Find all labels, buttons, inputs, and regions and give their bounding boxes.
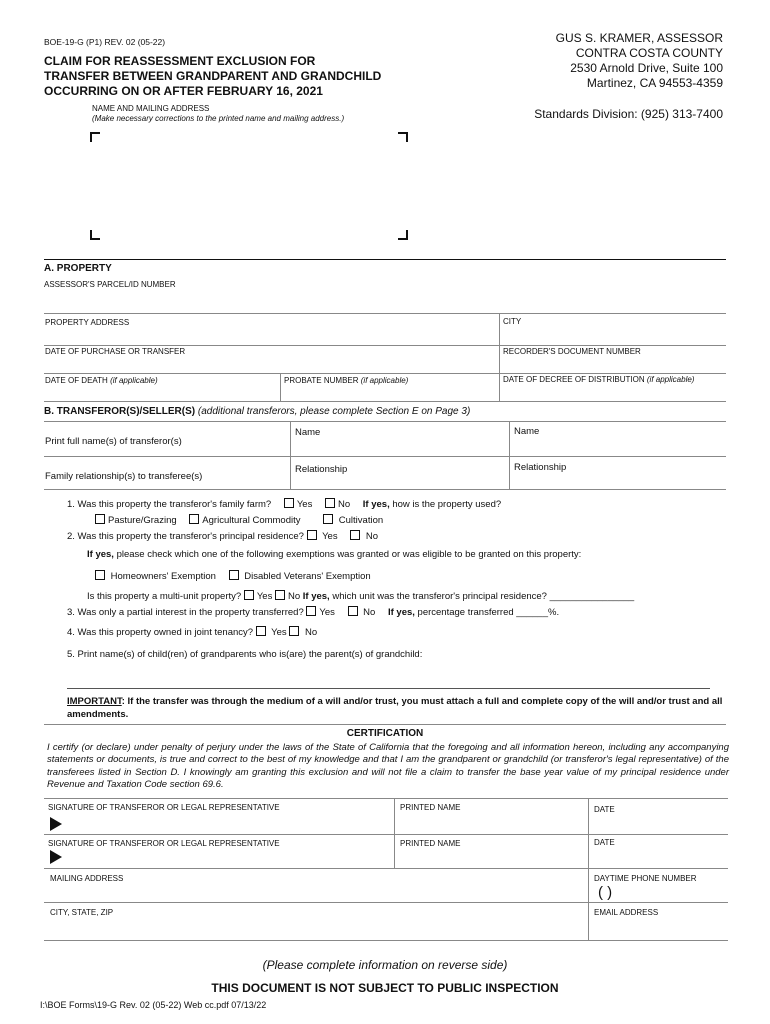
corner-top-right (398, 132, 408, 142)
names-rule (44, 456, 726, 457)
parcel-rule (44, 313, 726, 314)
mailing-address-label: MAILING ADDRESS (50, 874, 124, 883)
section-b-title (44, 406, 470, 417)
recorder-divider (499, 345, 500, 373)
date-1-label: DATE (594, 805, 615, 814)
corner-bottom-right (398, 230, 408, 240)
printed-name-2-label: PRINTED NAME (400, 839, 461, 848)
important-note (67, 696, 727, 721)
section-b-rule (44, 421, 726, 422)
mailing-top-rule (44, 868, 728, 869)
email-divider (588, 902, 589, 940)
q2-text: 2. Was this property the transferor's principal residence? (67, 531, 304, 542)
relationship-label-2: Relationship (514, 462, 567, 473)
q1-if-yes: If yes, (362, 499, 390, 510)
city-top-rule (44, 902, 728, 903)
printed1-divider (394, 798, 395, 868)
q2-follow (87, 549, 581, 560)
assessor-name: GUS S. KRAMER, ASSESSOR (555, 31, 723, 45)
q1-follow: how is the property used? (392, 499, 502, 510)
parcel-label: ASSESSOR'S PARCEL/ID NUMBER (44, 280, 176, 289)
q1-no-label: No (337, 499, 351, 510)
q1-use-options (95, 514, 383, 526)
q3-yes-label: Yes (319, 607, 335, 618)
relationship-label-1: Relationship (295, 464, 348, 475)
relationship-rule (44, 489, 726, 490)
reverse-side-note: (Please complete information on reverse side) (262, 958, 508, 972)
recorder-doc-label: RECORDER'S DOCUMENT NUMBER (503, 347, 641, 356)
section-b-note: (additional transferors, please complete Section E on Page 3) (197, 406, 471, 417)
homeowners-checkbox[interactable] (95, 570, 105, 580)
q4-text: 4. Was this property owned in joint tenancy? (67, 627, 254, 638)
q1-yes-label: Yes (296, 499, 313, 510)
disabled-vets-label: Disabled Veterans' Exemption (244, 571, 371, 582)
date-death-text: DATE OF DEATH (45, 376, 108, 385)
section-b-title-text: B. TRANSFEROR(S)/SELLER(S) (44, 406, 196, 417)
name-label-2: Name (514, 426, 540, 437)
title-line-2: TRANSFER BETWEEN GRANDPARENT AND GRANDCHILD (44, 69, 382, 83)
important-label: IMPORTANT (67, 696, 122, 707)
multi-unit-yes-label: Yes (256, 591, 273, 602)
q2-yes-checkbox[interactable] (307, 530, 317, 540)
decree-note: (if applicable) (646, 375, 695, 384)
name-mailing-note: (Make necessary corrections to the printed name and mailing address.) (92, 114, 345, 123)
question-2 (67, 530, 378, 542)
title-line-1: CLAIM FOR REASSESSMENT EXCLUSION FOR (44, 54, 316, 68)
city-divider (499, 313, 500, 345)
question-4 (67, 626, 317, 638)
question-5: 5. Print name(s) of child(ren) of grandparents who is(are) the parent(s) of grandchild: (67, 649, 423, 660)
section-a-title: A. PROPERTY (44, 263, 112, 274)
family-relationship-label: Family relationship(s) to transferee(s) (45, 471, 203, 482)
signature-2-label: SIGNATURE OF TRANSFEROR OR LEGAL REPRESENTATIVE (48, 839, 280, 848)
q1-yes-checkbox[interactable] (284, 498, 294, 508)
daytime-phone-label: DAYTIME PHONE NUMBER (594, 874, 697, 883)
decree-text: DATE OF DECREE OF DISTRIBUTION (503, 375, 645, 384)
q2-yes-label: Yes (322, 531, 338, 542)
name-mailing-title: NAME AND MAILING ADDRESS (92, 104, 210, 113)
signature-1-arrow-icon (50, 817, 62, 831)
file-path: I:\BOE Forms\19-G Rev. 02 (05-22) Web cc.pdf 07/13/22 (40, 1000, 267, 1010)
print-names-label: Print full name(s) of transferor(s) (45, 436, 182, 447)
multi-unit-if-yes: If yes, (302, 591, 330, 602)
sig2-top-rule (44, 834, 728, 835)
probate-note: (if applicable) (360, 376, 409, 385)
purchase-rule (44, 373, 726, 374)
corner-bottom-left (90, 230, 100, 240)
name-label-1: Name (295, 427, 321, 438)
agricultural-label: Agricultural Commodity (202, 515, 301, 526)
sig1-top-rule (44, 798, 728, 799)
disabled-vets-checkbox[interactable] (229, 570, 239, 580)
name-mailing-label (92, 104, 344, 124)
city-label: CITY (503, 317, 522, 326)
multi-unit-text: Is this property a multi-unit property? (87, 591, 242, 602)
cert-bottom-rule (44, 940, 728, 941)
q3-follow: percentage transferred ______%. (417, 607, 560, 618)
date-2-label: DATE (594, 838, 615, 847)
q5-answer-line (67, 688, 710, 689)
date-death-note: (if applicable) (110, 376, 158, 385)
q2-follow-text: please check which one of the following exemptions was granted or was eligible to be granted on this property: (116, 549, 582, 560)
cultivation-label: Cultivation (338, 515, 384, 526)
name1-divider (290, 421, 291, 489)
probate-label (284, 376, 408, 385)
assessor-block (556, 31, 723, 91)
form-number: BOE-19-G (P1) REV. 02 (05-22) (44, 37, 166, 47)
q4-yes-label: Yes (271, 627, 287, 638)
agricultural-checkbox[interactable] (189, 514, 199, 524)
exemption-options (95, 570, 371, 582)
signature-2-arrow-icon (50, 850, 62, 864)
probate-text: PROBATE NUMBER (284, 376, 359, 385)
cultivation-checkbox[interactable] (323, 514, 333, 524)
decree-label (503, 375, 694, 384)
county-name: CONTRA COSTA COUNTY (575, 46, 723, 60)
q2-no-label: No (365, 531, 379, 542)
q3-no-checkbox[interactable] (348, 606, 358, 616)
printed-name-1-label: PRINTED NAME (400, 803, 461, 812)
signature-1-label: SIGNATURE OF TRANSFEROR OR LEGAL REPRESENTATIVE (48, 803, 280, 812)
death-rule (44, 401, 726, 402)
q1-text: 1. Was this property the transferor's family farm? (67, 499, 272, 510)
multi-unit-follow: which unit was the transferor's principal residence? ________________ (332, 591, 635, 602)
phone-area-code-parens: ( ) (598, 884, 613, 901)
q1-no-checkbox[interactable] (325, 498, 335, 508)
homeowners-label: Homeowners' Exemption (110, 571, 216, 582)
city-state-zip-label: CITY, STATE, ZIP (50, 908, 114, 917)
address-rule (44, 345, 726, 346)
decree-divider (499, 373, 500, 401)
email-address-label: EMAIL ADDRESS (594, 908, 659, 917)
q3-yes-checkbox[interactable] (306, 606, 316, 616)
q3-text: 3. Was only a partial interest in the property transferred? (67, 607, 304, 618)
question-3 (67, 606, 559, 618)
property-address-label: PROPERTY ADDRESS (45, 318, 130, 327)
section-a-rule (44, 259, 726, 260)
multi-unit-yes-checkbox[interactable] (244, 590, 254, 600)
standards-division: Standards Division: (925) 313-7400 (534, 107, 723, 121)
not-public-notice: THIS DOCUMENT IS NOT SUBJECT TO PUBLIC INSPECTION (211, 981, 559, 995)
q2-no-checkbox[interactable] (350, 530, 360, 540)
assessor-address-1: 2530 Arnold Drive, Suite 100 (570, 61, 723, 75)
q4-no-label: No (304, 627, 318, 638)
name2-divider (509, 421, 510, 489)
cert-top-rule (44, 724, 726, 725)
multi-unit-question (87, 590, 634, 602)
title-line-3: OCCURRING ON OR AFTER FEBRUARY 16, 2021 (44, 84, 323, 98)
probate-divider (280, 373, 281, 401)
pasture-checkbox[interactable] (95, 514, 105, 524)
q4-yes-checkbox[interactable] (256, 626, 266, 636)
q4-no-checkbox[interactable] (289, 626, 299, 636)
important-text: : If the transfer was through the medium of a will and/or trust, you must attach a full and complete copy of the will and/or trust and all amendments. (67, 696, 723, 720)
certification-text: I certify (or declare) under penalty of perjury under the laws of the State of California that the foregoing and all information hereon, including any accompanying statements or documents, is true and correct to the best of my knowledge and that I am the grandparent or grandchild (or transferor's legal representative) of the transferees listed in Section D. I knowingly am granting this exclusion and will not file a claim to transfer the base year value of my principal residence under Revenue and Taxation Code section 69.6. (47, 742, 729, 790)
pasture-label: Pasture/Grazing (108, 515, 177, 526)
multi-unit-no-label: No (287, 591, 301, 602)
multi-unit-no-checkbox[interactable] (275, 590, 285, 600)
q3-no-label: No (363, 607, 376, 618)
date-purchase-label: DATE OF PURCHASE OR TRANSFER (45, 347, 186, 356)
date-death-label (45, 376, 158, 385)
q2-if-yes: If yes, (87, 549, 114, 560)
form-title (44, 54, 424, 99)
q3-if-yes: If yes, (387, 607, 415, 618)
corner-top-left (90, 132, 100, 142)
question-1 (67, 498, 501, 510)
assessor-address-2: Martinez, CA 94553-4359 (586, 76, 723, 90)
certification-title: CERTIFICATION (346, 728, 424, 739)
